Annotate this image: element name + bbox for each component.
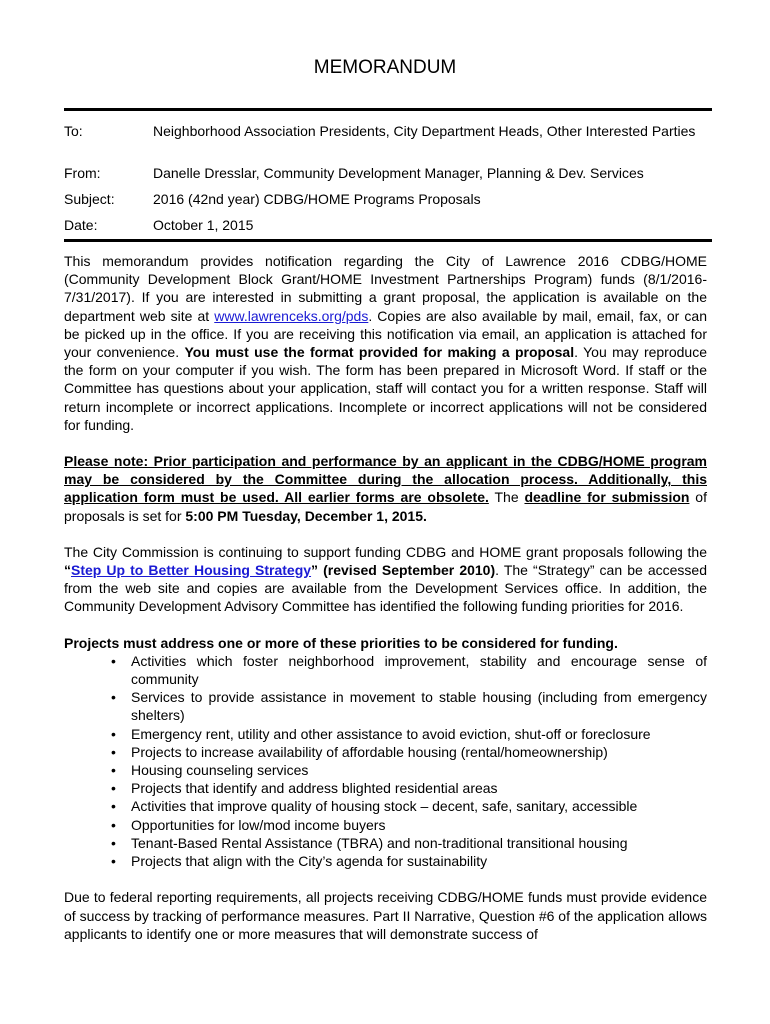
bullet-icon: • xyxy=(111,689,116,706)
list-item xyxy=(64,725,707,743)
priorities-heading: Projects must address one or more of these priorities to be considered for funding. xyxy=(64,634,618,651)
subject-value: 2016 (42nd year) CDBG/HOME Programs Proposals xyxy=(153,191,481,207)
date-label: Date: xyxy=(64,217,98,233)
list-item xyxy=(64,779,707,797)
intro-text-2: . Copies are also available by mail, email, fax, or can be picked up in the office. If you are receiving this notification via email, an application is attached for your convenience. xyxy=(64,307,707,361)
strategy-text-1: The City Commission is continuing to support funding CDBG and HOME grant proposals following the xyxy=(64,543,707,560)
list-item-text: Opportunities for low/mod income buyers xyxy=(131,816,386,833)
strategy-text-2: . The “Strategy” can be accessed from the web site and copies are available from the Development Services office. In addition, the Community Development Advisory Committee has identified the following funding priorities for 2016. xyxy=(64,562,707,615)
priorities-list xyxy=(64,652,707,870)
from-label: From: xyxy=(64,165,101,181)
intro-text-1: This memorandum provides notification regarding the City of Lawrence 2016 CDBG/HOME (Community Development Block Grant/HOME Investment Partnerships Program) funds (8/1/2016-7/31/2017). If you are interested in submitting a grant proposal, the application is available on the department web site at xyxy=(64,253,707,324)
bullet-icon: • xyxy=(111,798,116,815)
list-item-text: Tenant-Based Rental Assistance (TBRA) and non-traditional transitional housing xyxy=(131,834,628,851)
note-text-1: The xyxy=(488,489,525,506)
bullet-icon: • xyxy=(111,834,116,851)
to-label: To: xyxy=(64,123,83,139)
note-text-2: of proposals is set for xyxy=(64,489,707,524)
list-item-text: Projects to increase availability of affordable housing (rental/homeownership) xyxy=(131,743,608,760)
strategy-link[interactable]: Step Up to Better Housing Strategy xyxy=(71,562,312,579)
subject-row xyxy=(64,190,712,208)
bullet-icon: • xyxy=(111,743,116,760)
header-bottom-rule xyxy=(64,239,712,242)
list-item-text: Emergency rent, utility and other assistance to avoid eviction, shut-off or foreclosure xyxy=(131,725,651,742)
deadline-label: deadline for submission xyxy=(524,489,690,506)
bullet-icon: • xyxy=(111,762,116,779)
reporting-paragraph: Due to federal reporting requirements, all projects receiving CDBG/HOME funds must provide evidence of success by tracking of performance measures. Part II Narrative, Question #6 of the application allows applicants to identify one or more measures that will demonstrate success of xyxy=(64,889,707,942)
list-item-text: Projects that align with the City’s agenda for sustainability xyxy=(131,853,488,870)
list-item xyxy=(64,852,707,870)
list-item-text: Projects that identify and address blighted residential areas xyxy=(131,780,498,797)
list-item xyxy=(64,797,707,815)
header-top-rule xyxy=(64,108,712,111)
list-item xyxy=(64,761,707,779)
quote-open: “ xyxy=(64,562,71,579)
list-item-text: Activities which foster neighborhood improvement, stability and encourage sense of community xyxy=(131,652,707,688)
from-row xyxy=(64,164,712,182)
intro-paragraph xyxy=(64,252,707,434)
note-paragraph xyxy=(64,452,707,525)
bullet-icon: • xyxy=(111,725,116,742)
date-value: October 1, 2015 xyxy=(153,217,254,233)
list-item xyxy=(64,743,707,761)
web-site-link[interactable]: www.lawrenceks.org/pds xyxy=(214,307,369,324)
list-item xyxy=(64,688,707,724)
list-item-text: Services to provide assistance in movement to stable housing (including from emergency shelters) xyxy=(131,689,707,724)
please-note: Please note: Prior participation and performance by an applicant in the CDBG/HOME program may be considered by the Committee during the allocation process. Additionally, this application form must be used. All earlier forms are obsolete. xyxy=(64,453,707,506)
memo-body xyxy=(64,252,707,943)
list-item xyxy=(64,834,707,852)
memo-title: MEMORANDUM xyxy=(313,57,457,78)
from-value: Danelle Dresslar, Community Development Manager, Planning & Dev. Services xyxy=(153,165,644,181)
to-row xyxy=(64,122,712,158)
list-item-text: Housing counseling services xyxy=(131,762,309,779)
bullet-icon: • xyxy=(111,780,116,797)
list-item xyxy=(64,816,707,834)
date-row xyxy=(64,216,712,234)
intro-text-3: . You may reproduce the form on your computer if you wish. The form has been prepared in Microsoft Word. If staff or the Committee has questions about your application, staff will contact you for a written response. Staff will return incomplete or incorrect applications. Incomplete or incorrect applications will not be considered for funding. xyxy=(64,344,707,433)
format-requirement: You must use the format provided for making a proposal xyxy=(184,344,575,361)
to-value: Neighborhood Association Presidents, City Department Heads, Other Interested Parties xyxy=(153,123,696,139)
bullet-icon: • xyxy=(111,853,116,870)
bullet-icon: • xyxy=(111,652,116,669)
subject-label: Subject: xyxy=(64,191,115,207)
strategy-paragraph xyxy=(64,543,707,616)
strategy-revision: ” (revised September 2010) xyxy=(311,562,496,579)
list-item xyxy=(64,652,707,688)
list-item-text: Activities that improve quality of housing stock – decent, safe, sanitary, accessible xyxy=(131,798,638,815)
deadline-date: 5:00 PM Tuesday, December 1, 2015. xyxy=(185,507,427,524)
bullet-icon: • xyxy=(111,816,116,833)
